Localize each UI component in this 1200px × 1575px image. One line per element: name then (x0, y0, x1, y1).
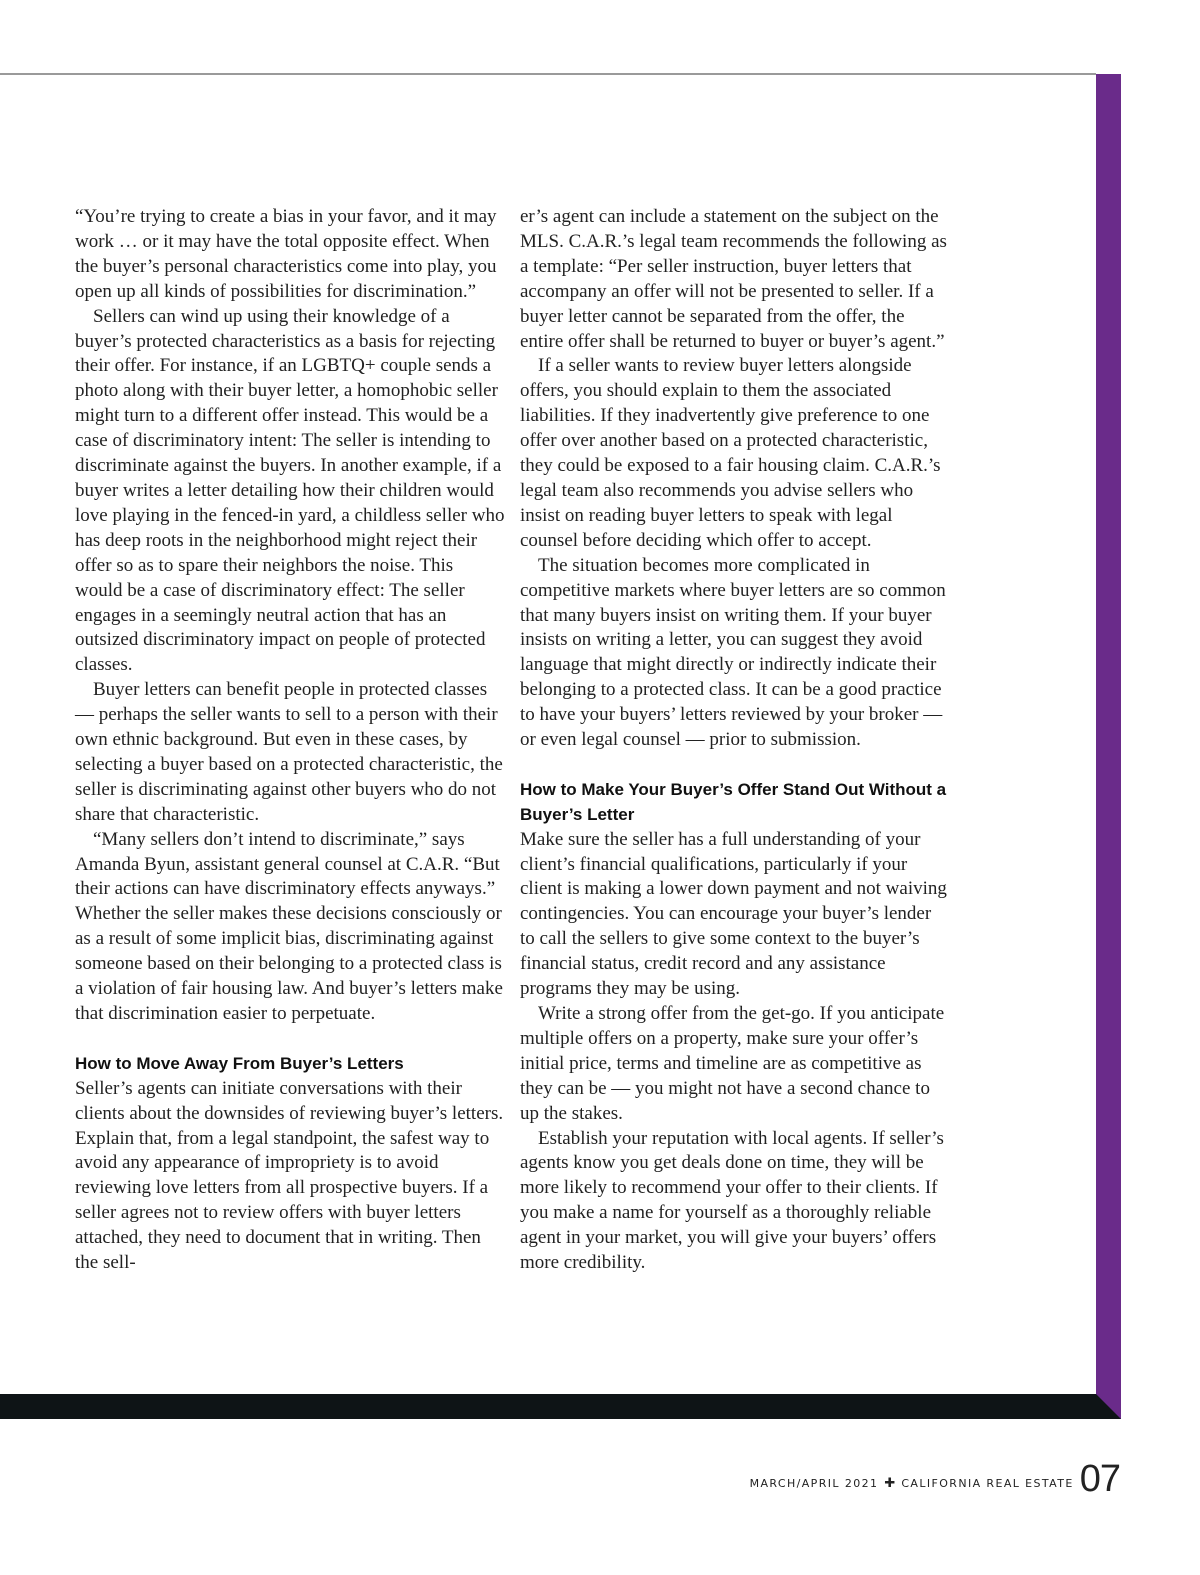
bottom-band (0, 1394, 1096, 1419)
purple-accent-bar (1096, 74, 1121, 1419)
page-footer (749, 1458, 1120, 1500)
body-paragraph: If a seller wants to review buyer letters alongside offers, you should explain to them the associated liabilities. If they inadvertently give preference to one offer over another based on a protected characteristic, they could be exposed to a fair housing claim. C.A.R.’s legal team also recommends you advise sellers who insist on reading buyer letters to speak with legal counsel before deciding which offer to accept. (520, 355, 941, 551)
body-paragraph: Sellers can wind up using their knowledge of a buyer’s protected characteristics as a basis for rejecting their offer. For instance, if an LGBTQ+ couple sends a photo along with their buyer letter, a homophobic seller might turn to a different offer instead. This would be a case of discriminatory intent: The seller is intending to discriminate against the buyers. In another example, if a buyer writes a letter detailing how their children would love playing in the fenced-in yard, a childless seller who has deep roots in the neighborhood might reject their offer so as to spare their neighbors the noise. This would be a case of discriminatory effect: The seller engages in a seemingly neutral action that has an outsized discriminatory impact on people of protected classes. (75, 305, 505, 676)
right-column (520, 205, 950, 1276)
top-rule (0, 73, 1096, 75)
plus-icon: ✚ (884, 1476, 896, 1491)
publication-name: CALIFORNIA REAL ESTATE (901, 1477, 1074, 1490)
body-paragraph: Seller’s agents can initiate conversations with their clients about the downsides of reviewing buyer’s letters. Explain that, from a legal standpoint, the safest way to avoid any appearance of impropriety is to avoid reviewing love letters from all prospective buyers. If a seller agrees not to review offers with buyer letters attached, they need to document that in writing. Then the sell- (75, 1077, 504, 1274)
body-paragraph: The situation becomes more complicated in competitive markets where buyer letters are so common that many buyers insist on writing them. If your buyer insists on writing a letter, you can suggest they avoid language that might directly or indirectly indicate their belonging to a protected class. It can be a good practice to have your buyers’ letters reviewed by your broker — or even legal counsel — prior to submission. (520, 554, 946, 751)
body-paragraph: Write a strong offer from the get-go. If you anticipate multiple offers on a property, make sure your offer’s initial price, terms and timeline are as competitive as they can be — you might not have a second chance to up the stakes. (520, 1002, 945, 1124)
body-paragraph: Buyer letters can benefit people in protected classes — perhaps the seller wants to sell to a person with their own ethnic background. But even in these cases, by selecting a buyer based on a protected characteristic, the seller is discriminating against other buyers who do not share that characteristic. (75, 679, 503, 825)
body-paragraph: “You’re trying to create a bias in your favor, and it may work … or it may have the total opposite effect. When the buyer’s personal characteristics come into play, you open up all kinds of possibilities for discrimination.” (75, 206, 497, 302)
body-paragraph: “Many sellers don’t intend to discriminate,” says Amanda Byun, assistant general counsel at C.A.R. “But their actions can have discriminatory effects anyways.” Whether the seller makes these decisions consciously or as a result of some implicit bias, discriminating against someone based on their belonging to a protected class is a violation of fair housing law. And buyer’s letters make that discrimination easier to perpetuate. (75, 828, 503, 1024)
body-paragraph: Make sure the seller has a full understanding of your client’s financial qualifications, particularly if your client is making a lower down payment and not waiving contingencies. You can encourage your buyer’s lender to call the sellers to give some context to the buyer’s financial status, credit record and any assistance programs they may be using. (520, 828, 947, 1000)
body-paragraph: Establish your reputation with local agents. If seller’s agents know you get deals done on time, they will be more likely to recommend your offer to their clients. If you make a name for yourself as a thoroughly reliable agent in your market, you will give your buyers’ offers more credibility. (520, 1127, 944, 1274)
bottom-band-fold (1096, 1394, 1121, 1419)
left-column (75, 205, 505, 1276)
section-heading: How to Move Away From Buyer’s Letters (75, 1053, 404, 1073)
section-heading: How to Make Your Buyer’s Offer Stand Out Without a Buyer’s Letter (520, 779, 947, 824)
page-number: 07 (1079, 1458, 1120, 1500)
issue-date: MARCH/APRIL 2021 (749, 1477, 879, 1490)
body-paragraph: er’s agent can include a statement on the subject on the MLS. C.A.R.’s legal team recommends the following as a template: “Per seller instruction, buyer letters that accompany an offer will not be presented to seller. If a buyer letter cannot be separated from the offer, the entire offer shall be returned to buyer or buyer’s agent.” (520, 206, 947, 352)
